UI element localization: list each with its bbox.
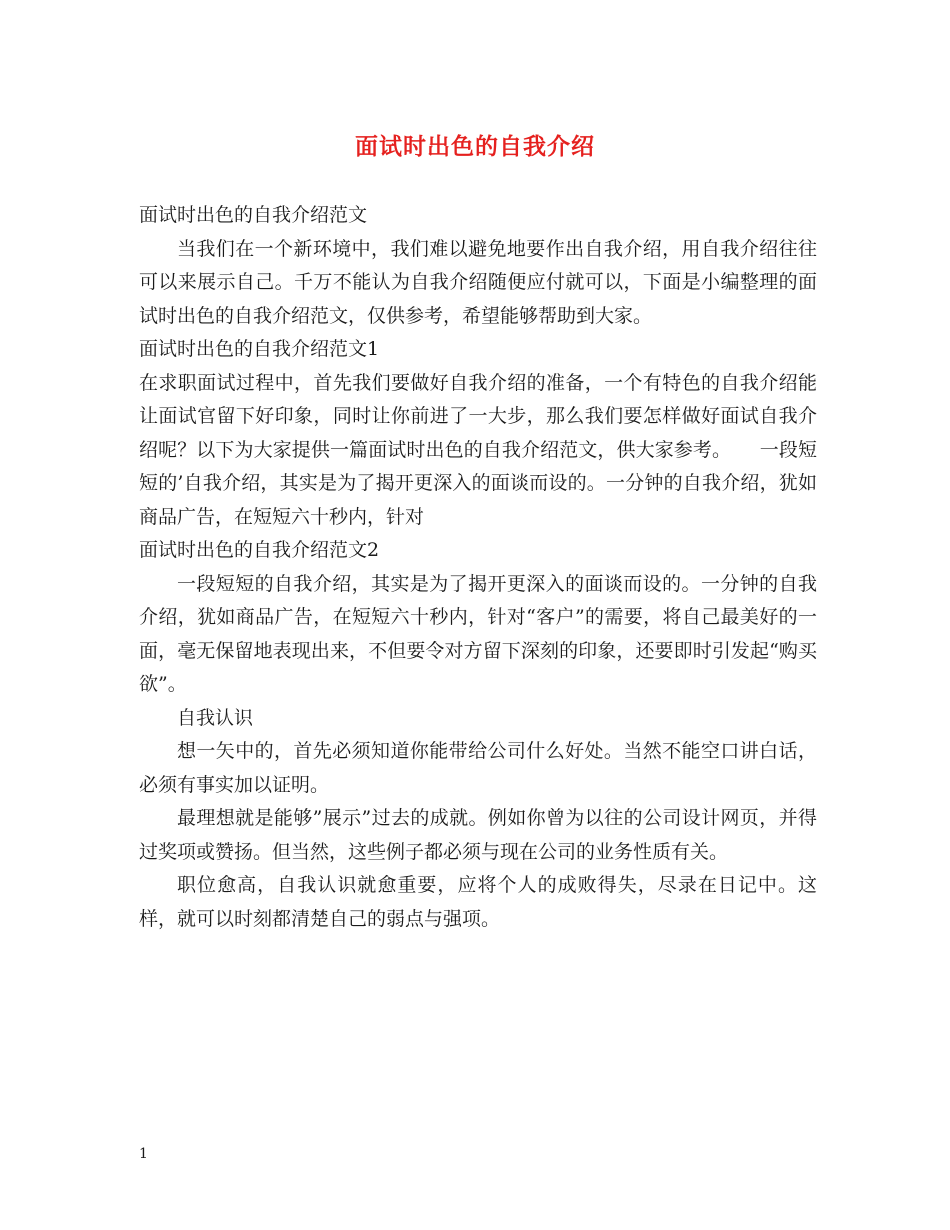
body-paragraph: 在求职面试过程中，首先我们要做好自我介绍的准备，一个有特色的自我介绍能让面试官留下好印象，同时让你前进了一大步，那么我们要怎样做好面试自我介绍呢？以下为大家提供一篇面试时出色的自我介绍范文，供大家参考。 一段短短的’自我介绍，其实是为了揭开更深入的面谈而设的。一分钟的自我介绍，犹如商品广告，在短短六十秒内，针对 — [139, 371, 817, 528]
body-paragraph: 想一矢中的，首先必须知道你能带给公司什么好处。当然不能空口讲白话，必须有事实加以证明。 — [139, 740, 817, 796]
section-heading: 面试时出色的自我介绍范文1 — [139, 338, 380, 360]
section-heading: 面试时出色的自我介绍范文2 — [139, 539, 380, 561]
section-heading: 面试时出色的自我介绍范文 — [139, 204, 368, 226]
document-body — [139, 199, 817, 936]
intro-paragraph: 当我们在一个新环境中，我们难以避免地要作出自我介绍，用自我介绍往往可以来展示自己。千万不能认为自我介绍随便应付就可以，下面是小编整理的面试时出色的自我介绍范文，仅供参考，希望能够帮助到大家。 — [139, 237, 817, 327]
document-title: 面试时出色的自我介绍 — [355, 134, 595, 160]
page-number: 1 — [139, 1146, 148, 1162]
subheading: 自我认识 — [177, 706, 254, 729]
body-paragraph: 一段短短的自我介绍，其实是为了揭开更深入的面谈而设的。一分钟的自我介绍，犹如商品广告，在短短六十秒内，针对“客户”的需要，将自己最美好的一面，毫无保留地表现出来，不但要令对方留下深刻的印象，还要即时引发起“购买欲”。 — [139, 572, 817, 695]
body-paragraph: 职位愈高，自我认识就愈重要，应将个人的成败得失，尽录在日记中。这样，就可以时刻都清楚自己的弱点与强项。 — [139, 874, 817, 930]
body-paragraph: 最理想就是能够”展示”过去的成就。例如你曾为以往的公司设计网页，并得过奖项或赞扬。但当然，这些例子都必须与现在公司的业务性质有关。 — [139, 807, 817, 863]
